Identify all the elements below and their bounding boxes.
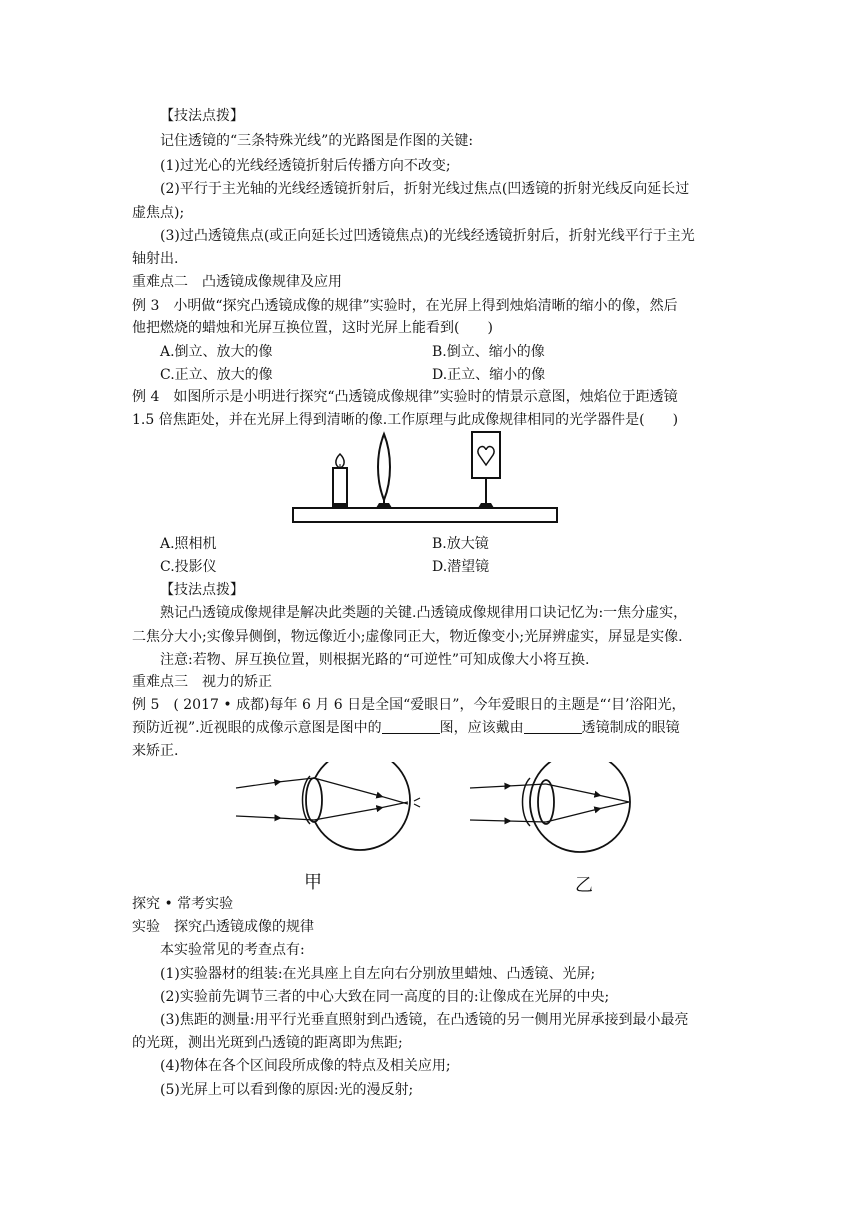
figure-label-right: 乙 — [575, 875, 593, 896]
example-4-line-1: 例 4 如图所示是小明进行探究“凸透镜成像规律”实验时的情景示意图，烛焰位于距透镜 — [132, 389, 678, 405]
point-5: (5)光屏上可以看到像的原因:光的漫反射; — [160, 1082, 414, 1098]
example-3-line-2: 他把燃烧的蜡烛和光屏互换位置，这时光屏上能看到( ) — [132, 320, 493, 336]
tip-point-1: (1)过光心的光线经透镜折射后传播方向不改变; — [160, 158, 451, 174]
tip-note: 注意:若物、屏互换位置，则根据光路的“可逆性”可知成像大小将互换. — [160, 652, 590, 668]
example-4-option-b: B.放大镜 — [432, 536, 489, 552]
experiment-title: 实验 探究凸透镜成像的规律 — [132, 919, 314, 935]
example-4-option-c: C.投影仪 — [160, 559, 217, 575]
example-3-line-1: 例 3 小明做“探究凸透镜成像的规律”实验时，在光屏上得到烛焰清晰的缩小的像，然后 — [132, 298, 678, 314]
tip-point-2: (2)平行于主光轴的光线经透镜折射后，折射光线过焦点(凹透镜的折射光线反向延长过 — [160, 181, 690, 197]
topic-2-heading: 重难点二 凸透镜成像规律及应用 — [132, 274, 342, 290]
example-4-option-a: A.照相机 — [160, 536, 217, 552]
points-intro: 本实验常见的考查点有: — [160, 942, 305, 958]
eye-diagram-left — [236, 762, 420, 850]
tip-point-2-cont: 虚焦点); — [132, 205, 185, 221]
point-4: (4)物体在各个区间段所成像的特点及相关应用; — [160, 1058, 451, 1074]
optical-bench-rail — [293, 508, 557, 522]
tip-heading-1: 【技法点拨】 — [160, 108, 244, 124]
explore-heading: 探究 • 常考实验 — [132, 896, 234, 912]
tip-heading-2: 【技法点拨】 — [160, 582, 244, 598]
example-4-option-d: D.潜望镜 — [432, 559, 490, 575]
example-3-option-a: A.倒立、放大的像 — [160, 344, 273, 360]
example-3-option-d: D.正立、缩小的像 — [432, 367, 546, 383]
example-5-line-1: 例 5 ( 2017 • 成都)每年 6 月 6 日是全国“爱眼日”，今年爱眼日的主题是“‘目’浴阳光， — [132, 697, 686, 713]
figure-label-left: 甲 — [304, 872, 322, 893]
eye-diagram-right — [470, 762, 630, 852]
example-4-line-2: 1.5 倍焦距处，并在光屏上得到清晰的像.工作原理与此成像规律相同的光学器件是( ) — [132, 412, 679, 428]
point-2: (2)实验前先调节三者的中心大致在同一高度的目的:让像成在光屏的中央; — [160, 989, 610, 1005]
example-3-option-b: B.倒立、缩小的像 — [432, 344, 545, 360]
point-3: (3)焦距的测量:用平行光垂直照射到凸透镜，在凸透镜的另一侧用光屏承接到最小最亮 — [160, 1012, 689, 1028]
answer-blank-2[interactable] — [524, 719, 582, 734]
point-1: (1)实验器材的组装:在光具座上自左向右分别放里蜡烛、凸透镜、光屏; — [160, 966, 596, 982]
candle — [332, 454, 348, 508]
example-5-line-3: 来矫正. — [132, 743, 179, 759]
point-3-cont: 的光斑，测出光斑到凸透镜的距离即为焦距; — [132, 1035, 403, 1051]
example-5-line-2: 预防近视”.近视眼的成像示意图是图中的 图，应该戴由 透镜制成的眼镜 — [132, 720, 680, 736]
answer-blank-1[interactable] — [382, 719, 440, 734]
tip-intro: 记住透镜的“三条特殊光线”的光路图是作图的关键: — [160, 133, 474, 149]
tip-mnemonic: 熟记凸透镜成像规律是解决此类题的关键.凸透镜成像规律用口诀记忆为:一焦分虚实， — [160, 605, 688, 621]
example-3-option-c: C.正立、放大的像 — [160, 367, 273, 383]
topic-3-heading: 重难点三 视力的矫正 — [132, 674, 272, 690]
optical-bench-figure — [290, 428, 560, 526]
tip-mnemonic-cont: 二焦分大小;实像异侧倒，物远像近小;虚像同正大，物近像变小;光屏辨虚实，屏显是实像. — [132, 629, 683, 645]
tip-point-3: (3)过凸透镜焦点(或正向延长过凹透镜焦点)的光线经透镜折射后，折射光线平行于主光 — [160, 228, 695, 244]
convex-lens — [376, 434, 392, 508]
light-screen — [472, 432, 500, 508]
tip-point-3-cont: 轴射出. — [132, 251, 179, 267]
